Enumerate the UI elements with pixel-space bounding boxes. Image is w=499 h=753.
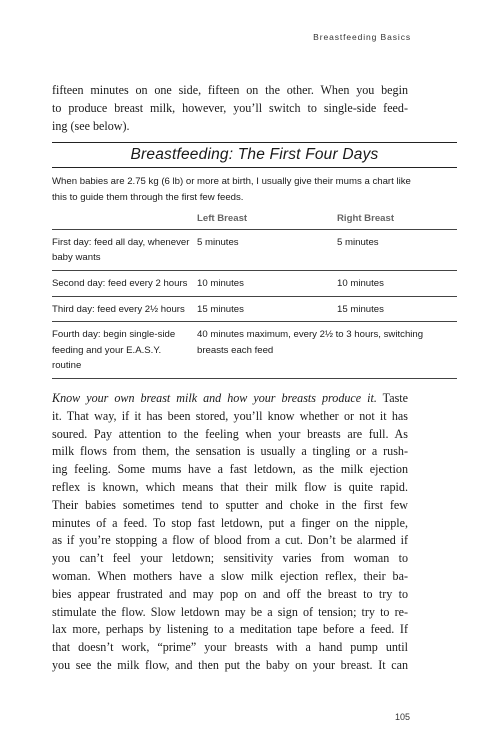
sidebar-intro-line: this to guide them through the first few feeds. (52, 191, 244, 203)
running-head: Breastfeeding Basics (313, 32, 411, 42)
table-header-row (52, 209, 457, 229)
lead-rest: Taste (376, 391, 409, 405)
text-line: it. That way, if it has been stored, you’ll know whether or not it has (52, 408, 408, 423)
row-day: Second day: feed every 2 hours (52, 270, 197, 296)
text-line: milk flows from them, the sensation is usually a tingling or a rush- (52, 444, 408, 459)
sidebar-intro-line: When babies are 2.75 kg (6 lb) or more at birth, I usually give their mums a chart like (52, 176, 411, 187)
table-row (52, 322, 457, 379)
table-row (52, 296, 457, 322)
text-line: lax more, perhaps by listening to a meditation tape before a feed. If (52, 622, 408, 637)
text-line: bies appear frustrated and may pop on and off the breast to try to (52, 586, 408, 601)
text-line: Their babies sometimes tend to sputter and choke in the first few (52, 497, 408, 512)
text-line: soured. Pay attention to the feeling when your breasts are full. As (52, 426, 408, 441)
row-day: First day: feed all day, whenever baby wants (52, 229, 197, 270)
text-line: minutes of a feed. To stop fast letdown, put a finger on the nipple, (52, 515, 408, 530)
feeding-schedule-table (52, 209, 457, 379)
row-right-breast: 15 minutes (337, 296, 457, 322)
row-left-breast: 10 minutes (197, 270, 337, 296)
row-right-breast: 10 minutes (337, 270, 457, 296)
row-day: Fourth day: begin single-side feeding and your E.A.S.Y. routine (52, 322, 197, 379)
column-header-right-breast: Right Breast (337, 209, 457, 229)
text-line: as if you’re stopping a flow of blood from a cut. Don’t be alarmed if (52, 533, 408, 548)
lead-italic: Know your own breast milk and how your breasts produce it. (52, 391, 377, 405)
page-number: 105 (395, 712, 411, 722)
text-line: ing feeling. Some mums have a fast letdown, as the milk ejection (52, 462, 408, 477)
text-line: fifteen minutes on one side, fifteen on the other. When you begin (52, 83, 408, 97)
text-line: you see the milk flow, and then put the baby on your breast. It can (52, 657, 408, 672)
sidebar-intro (52, 174, 457, 205)
row-left-breast: 15 minutes (197, 296, 337, 322)
row-right-breast: 5 minutes (337, 229, 457, 270)
row-left-breast: 5 minutes (197, 229, 337, 270)
table-row (52, 229, 457, 270)
sidebar-title: Breastfeeding: The First Four Days (130, 146, 379, 163)
main-paragraph (52, 390, 408, 675)
text-line: to produce breast milk, however, you’ll switch to single-side feed- (52, 100, 408, 115)
row-combined-instruction: 40 minutes maximum, every 2½ to 3 hours, switching breasts each feed (197, 322, 457, 379)
text-line: that doesn’t work, “prime” your breasts with a hand pump until (52, 640, 408, 655)
sidebar-title-rule (52, 142, 457, 168)
table-row (52, 270, 457, 296)
intro-paragraph (52, 82, 408, 135)
text-line: stimulate the flow. Slow letdown may be a sign of tension; try to re- (52, 604, 408, 619)
text-line: woman. When mothers have a slow milk ejection reflex, their ba- (52, 568, 408, 583)
text-line: ing (see below). (52, 118, 130, 133)
text-line: you can’t feel your letdown; sensitivity varies from woman to (52, 551, 408, 566)
row-day: Third day: feed every 2½ hours (52, 296, 197, 322)
text-line: reflex is known, which means that their milk flow is quite rapid. (52, 479, 408, 494)
text-line (52, 390, 408, 408)
feeding-chart-sidebar (52, 142, 457, 379)
column-header-day (52, 209, 197, 229)
column-header-left-breast: Left Breast (197, 209, 337, 229)
